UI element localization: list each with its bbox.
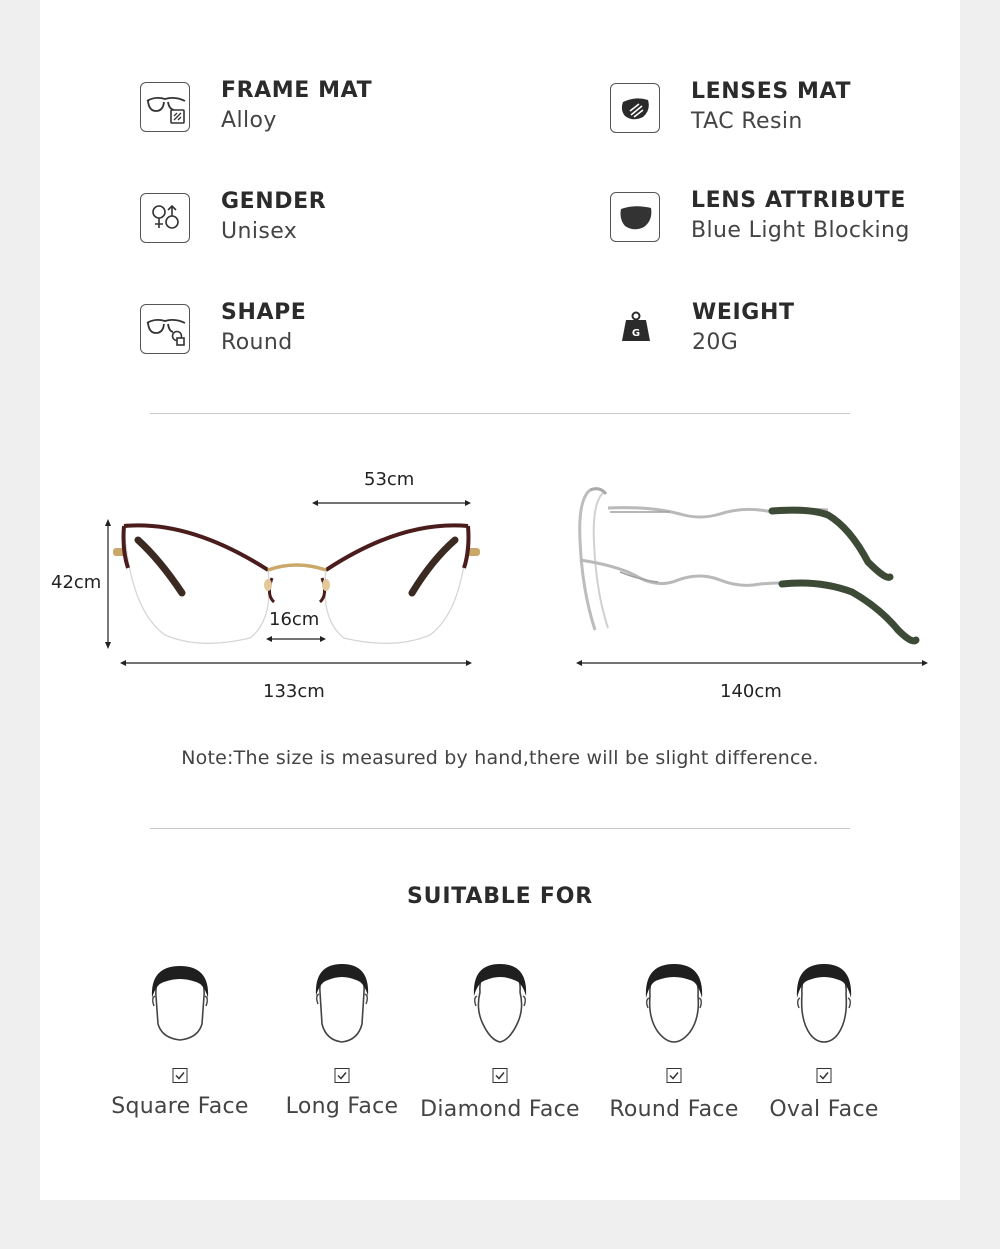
spec-weight xyxy=(611,300,931,364)
checkbox-icon xyxy=(817,1068,832,1083)
checkbox-icon xyxy=(335,1068,350,1083)
face-label: Long Face xyxy=(285,1094,399,1119)
lens-height-label: 42cm xyxy=(51,572,102,593)
face-label: Round Face xyxy=(609,1097,739,1122)
spec-label: GENDER xyxy=(221,189,327,214)
spec-value: Alloy xyxy=(221,108,277,133)
weight-icon xyxy=(611,304,661,354)
face-diamond xyxy=(410,962,590,1132)
face-label: Diamond Face xyxy=(420,1097,580,1122)
divider xyxy=(150,828,850,829)
face-long xyxy=(252,962,432,1132)
lens-attribute-icon xyxy=(610,192,660,242)
spec-value: 20G xyxy=(692,330,739,355)
gender-icon xyxy=(140,193,190,243)
shape-icon xyxy=(140,304,190,354)
spec-value: Blue Light Blocking xyxy=(691,218,910,243)
oval-face-icon xyxy=(792,962,856,1044)
checkbox-icon xyxy=(667,1068,682,1083)
suitable-for-title: SUITABLE FOR xyxy=(407,884,593,909)
spec-label: SHAPE xyxy=(221,300,307,325)
frame-material-icon xyxy=(140,82,190,132)
bridge-width-label: 16cm xyxy=(269,609,320,630)
weight-icon-letter: G xyxy=(631,328,641,339)
spec-label: LENS ATTRIBUTE xyxy=(691,188,906,213)
checkbox-icon xyxy=(493,1068,508,1083)
spec-label: WEIGHT xyxy=(692,300,795,325)
face-label: Square Face xyxy=(111,1094,249,1119)
spec-value: TAC Resin xyxy=(691,109,803,134)
long-face-icon xyxy=(310,962,374,1044)
divider xyxy=(150,413,850,414)
lens-width-label: 53cm xyxy=(364,469,415,490)
spec-label: LENSES MAT xyxy=(691,79,852,104)
temple-length-label: 140cm xyxy=(720,681,782,702)
face-oval xyxy=(734,962,914,1132)
spec-frame-material xyxy=(140,78,440,142)
square-face-icon xyxy=(148,962,212,1044)
frame-width-label: 133cm xyxy=(263,681,325,702)
spec-label: FRAME MAT xyxy=(221,78,373,103)
spec-lens-material xyxy=(610,79,930,143)
spec-lens-attribute xyxy=(610,188,930,252)
round-face-icon xyxy=(642,962,706,1044)
measurement-note: Note:The size is measured by hand,there will be slight difference. xyxy=(181,747,819,769)
face-label: Oval Face xyxy=(769,1097,879,1122)
diamond-face-icon xyxy=(468,962,532,1044)
spec-shape xyxy=(140,300,440,364)
lens-material-icon xyxy=(610,83,660,133)
spec-value: Unisex xyxy=(221,219,298,244)
spec-value: Round xyxy=(221,330,293,355)
face-square xyxy=(90,962,270,1132)
spec-gender xyxy=(140,189,440,253)
glasses-side-view xyxy=(560,480,950,680)
checkbox-icon xyxy=(173,1068,188,1083)
